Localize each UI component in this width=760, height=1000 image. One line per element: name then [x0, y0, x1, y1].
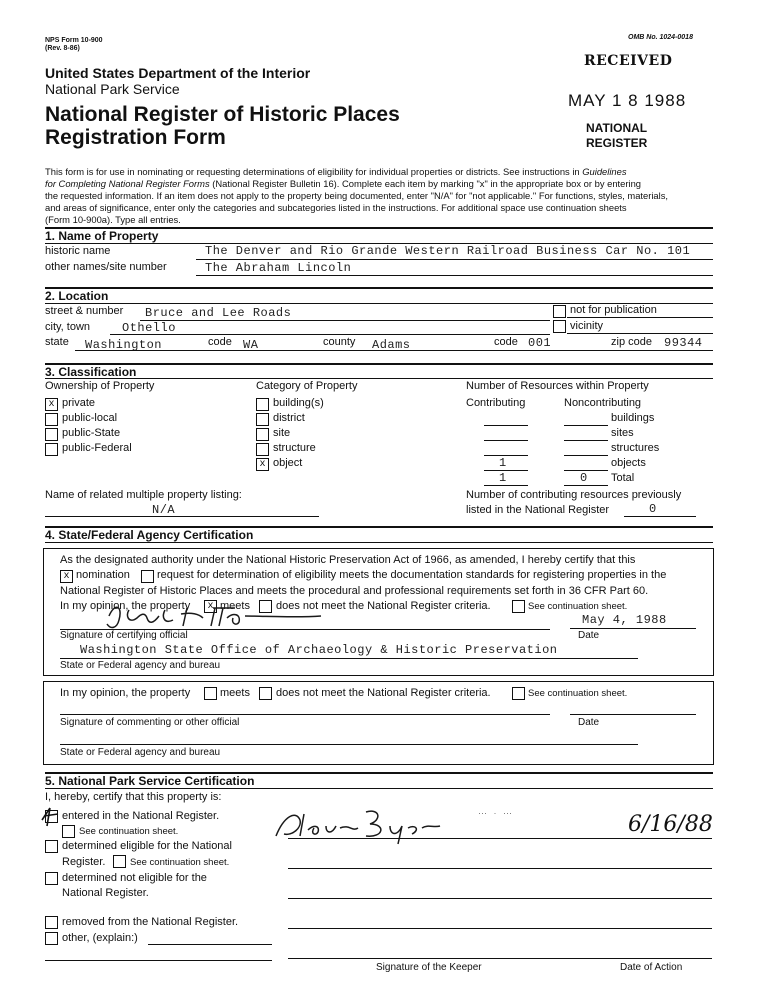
nomination-checkbox[interactable]: x: [60, 570, 73, 583]
removed-label: removed from the National Register.: [62, 916, 239, 928]
keeper-line-4: [288, 928, 712, 929]
form-revision: (Rev. 8-86): [45, 45, 80, 52]
public-state-label: public-State: [62, 427, 121, 439]
nps-intro: I, hereby, certify that this property is:: [45, 791, 222, 803]
other-names-value[interactable]: The Abraham Lincoln: [205, 261, 352, 275]
received-stamp: RECEIVED: [584, 53, 673, 69]
eligible-see-cont-checkbox[interactable]: [113, 855, 126, 868]
street-value[interactable]: Bruce and Lee Roads: [145, 306, 292, 320]
state-code-value[interactable]: WA: [243, 338, 259, 352]
objects-resource-label: objects: [611, 457, 646, 469]
certification-date-label: Date: [578, 630, 600, 641]
section3-rule: [45, 363, 713, 365]
multiple-listing-line: [45, 516, 319, 517]
object-label: object: [273, 457, 303, 469]
keeper-line-3: [288, 898, 712, 899]
section4-heading: 4. State/Federal Agency Certification: [45, 528, 254, 542]
commenting-official-label: Signature of commenting or other official: [60, 717, 240, 728]
noncontrib-sites-line: [564, 440, 608, 441]
street-label: street & number: [45, 305, 124, 317]
department-title: United States Department of the Interior: [45, 65, 311, 81]
vicinity-line: [567, 333, 713, 334]
noncontrib-buildings-line: [564, 425, 608, 426]
cert-line3: National Register of Historic Places and meets the procedural and professional requirements set forth in 36 CFR Part 60.: [60, 585, 649, 597]
certification-date-value[interactable]: May 4, 1988: [582, 613, 667, 627]
entered-see-cont-label: See continuation sheet.: [79, 826, 179, 837]
structure-checkbox[interactable]: [256, 443, 269, 456]
previously-listed-label2: listed in the National Register: [466, 504, 610, 516]
entered-label: entered in the National Register.: [62, 810, 220, 822]
district-label: district: [273, 412, 305, 424]
state-agency-value[interactable]: Washington State Office of Archaeology & Historic Preservation: [80, 643, 558, 657]
opinion2-label: In my opinion, the property: [60, 687, 191, 699]
faint-stamp: ⋯ · ⋯: [478, 808, 514, 818]
historic-name-label: historic name: [45, 245, 111, 257]
opinion-label: In my opinion, the property: [60, 600, 191, 612]
section4-underline: [45, 542, 713, 543]
vicinity-label: vicinity: [570, 320, 604, 332]
county-code-label: code: [494, 336, 518, 348]
buildings-checkbox[interactable]: [256, 398, 269, 411]
instructions: [45, 166, 717, 226]
instructions-text-4: and areas of significance, enter only the categories and subcategories listed in the instructions. For additional space use continuation sheets: [45, 202, 627, 213]
contrib-objects-value[interactable]: 1: [499, 456, 507, 470]
previously-listed-value[interactable]: 0: [649, 502, 657, 516]
meets-label: meets: [220, 600, 250, 612]
entered-check-mark: [38, 802, 64, 828]
site-checkbox[interactable]: [256, 428, 269, 441]
service-title: National Park Service: [45, 81, 180, 97]
structures-resource-label: structures: [611, 442, 660, 454]
certifying-official-label: Signature of certifying official: [60, 630, 188, 641]
section5-underline: [45, 788, 713, 789]
section3-heading: 3. Classification: [45, 365, 137, 379]
historic-name-value[interactable]: The Denver and Rio Grande Western Railroad Business Car No. 101: [205, 244, 691, 258]
public-local-label: public-local: [62, 412, 118, 424]
district-checkbox[interactable]: [256, 413, 269, 426]
noncontrib-total-line: [564, 485, 608, 486]
see-continuation2-checkbox[interactable]: [512, 687, 525, 700]
commenting-date-line: [570, 714, 696, 715]
cert-line1: As the designated authority under the National Historic Preservation Act of 1966, as amended, I hereby certify that this: [60, 554, 636, 566]
nomination-label: nomination: [76, 569, 130, 581]
state-agency-line: [60, 658, 638, 659]
multiple-listing-value[interactable]: N/A: [152, 503, 176, 517]
not-eligible-checkbox[interactable]: [45, 872, 58, 885]
handwritten-date: 6/16/88: [628, 812, 713, 837]
determined-eligible-checkbox[interactable]: [45, 840, 58, 853]
state-line: [75, 350, 713, 351]
private-label: private: [62, 397, 96, 409]
determination-checkbox[interactable]: [141, 570, 154, 583]
other-names-label: other names/site number: [45, 261, 167, 273]
determined-eligible-label1: determined eligible for the National: [62, 840, 232, 852]
state-label: state: [45, 336, 69, 348]
instructions-text-3: the requested information. If an item does not apply to the property being documented, enter "N/A" for "not applicable." For functions, styles, materials,: [45, 190, 669, 201]
other-checkbox[interactable]: [45, 932, 58, 945]
multiple-listing-label: Name of related multiple property listing:: [45, 489, 242, 501]
other-names-line: [196, 275, 713, 276]
not-for-publication-line: [567, 317, 713, 318]
keeper-signature-label: Signature of the Keeper: [376, 962, 482, 973]
zip-label: zip code: [611, 336, 652, 348]
zip-value[interactable]: 99344: [664, 336, 703, 350]
instructions-text-5: (Form 10-900a). Type all entries.: [45, 214, 181, 225]
stamp-register: REGISTER: [586, 136, 648, 150]
state-code-label: code: [208, 336, 232, 348]
county-code-value[interactable]: 001: [528, 336, 552, 350]
section1-heading: 1. Name of Property: [45, 229, 159, 243]
eligible-see-cont-label: See continuation sheet.: [130, 857, 230, 868]
contrib-buildings-line: [484, 425, 528, 426]
vicinity-checkbox[interactable]: [553, 320, 566, 333]
section5-heading: 5. National Park Service Certification: [45, 774, 255, 788]
other-explain-line: [148, 944, 272, 945]
instructions-text-2: (National Register Bulletin 16). Complete each item by marking "x" in the appropriate box or by entering: [209, 178, 642, 189]
public-state-checkbox[interactable]: [45, 428, 58, 441]
city-line: [110, 334, 550, 335]
contrib-total-line: [484, 485, 528, 486]
contrib-sites-line: [484, 440, 528, 441]
omb-number: OMB No. 1024-0018: [628, 34, 693, 41]
section2-heading: 2. Location: [45, 289, 109, 303]
contributing-label: Contributing: [466, 397, 526, 409]
determined-eligible-label2: Register.: [62, 856, 106, 868]
keeper-line-5: [288, 958, 712, 959]
meets2-label: meets: [220, 687, 250, 699]
instructions-text-1a: This form is for use in nominating or requesting determinations of eligibility for individual properties or districts. See instructions in: [45, 166, 583, 177]
noncontrib-structures-line: [564, 455, 608, 456]
cert-line2: request for determination of eligibility meets the documentation standards for registering properties in the: [157, 569, 667, 581]
historic-name-line: [196, 259, 713, 260]
received-date: MAY 1 8 1988: [568, 91, 687, 110]
resources-label: Number of Resources within Property: [466, 380, 649, 392]
city-value[interactable]: Othello: [122, 321, 176, 335]
commenting-signature-line: [60, 714, 550, 715]
not-for-publication-label: not for publication: [570, 304, 657, 316]
commenting-date-label: Date: [578, 717, 600, 728]
date-of-action-label: Date of Action: [620, 962, 683, 973]
object-checkbox[interactable]: x: [256, 458, 269, 471]
form-title-line1: National Register of Historic Places: [45, 103, 400, 126]
section2-rule: [45, 287, 713, 289]
city-label: city, town: [45, 321, 91, 333]
form-title-line2: Registration Form: [45, 126, 226, 149]
see-continuation-label: See continuation sheet.: [528, 601, 628, 612]
commenting-agency-line: [60, 744, 638, 745]
noncontributing-label: Noncontributing: [564, 397, 642, 409]
structure-label: structure: [273, 442, 316, 454]
category-label: Category of Property: [256, 380, 358, 392]
form-number: NPS Form 10-900: [45, 37, 103, 44]
certification-date-line: [570, 628, 696, 629]
not-for-publication-checkbox[interactable]: [553, 305, 566, 318]
other-label: other, (explain:): [62, 932, 138, 944]
not-eligible-label1: determined not eligible for the: [62, 872, 207, 884]
sites-resource-label: sites: [611, 427, 634, 439]
site-label: site: [273, 427, 291, 439]
entered-see-cont-checkbox[interactable]: [62, 825, 75, 838]
see-continuation2-label: See continuation sheet.: [528, 688, 628, 699]
stamp-national: NATIONAL: [586, 121, 648, 135]
instructions-guidelines-title: for Completing National Register Forms: [45, 178, 210, 189]
buildings-resource-label: buildings: [611, 412, 655, 424]
commenting-agency-label: State or Federal agency and bureau: [60, 747, 221, 758]
meets2-checkbox[interactable]: [204, 687, 217, 700]
previously-listed-label1: Number of contributing resources previously: [466, 489, 682, 501]
removed-checkbox[interactable]: [45, 916, 58, 929]
meets-checkbox[interactable]: x: [204, 600, 217, 613]
public-federal-label: public-Federal: [62, 442, 132, 454]
state-agency-label: State or Federal agency and bureau: [60, 660, 221, 671]
total-resource-label: Total: [611, 472, 635, 484]
other-explain-line2: [45, 960, 272, 961]
previously-listed-line: [624, 516, 696, 517]
keeper-line-1: [288, 838, 712, 839]
ownership-label: Ownership of Property: [45, 380, 155, 392]
noncontrib-total-value[interactable]: 0: [580, 471, 588, 485]
county-value[interactable]: Adams: [372, 338, 411, 352]
public-federal-checkbox[interactable]: [45, 443, 58, 456]
instructions-guidelines: Guidelines: [582, 166, 627, 177]
keeper-signature: [270, 806, 450, 846]
contrib-total-value[interactable]: 1: [499, 471, 507, 485]
buildings-label: building(s): [273, 397, 324, 409]
does-not-meet-label: does not meet the National Register criteria.: [276, 600, 491, 612]
not-eligible-label2: National Register.: [62, 887, 149, 899]
see-continuation-checkbox[interactable]: [512, 600, 525, 613]
does-not-meet2-label: does not meet the National Register criteria.: [276, 687, 491, 699]
section3-underline: [45, 378, 713, 379]
does-not-meet2-checkbox[interactable]: [259, 687, 272, 700]
private-checkbox[interactable]: x: [45, 398, 58, 411]
county-label: county: [323, 336, 356, 348]
street-line: [140, 320, 550, 321]
state-value[interactable]: Washington: [85, 338, 163, 352]
public-local-checkbox[interactable]: [45, 413, 58, 426]
keeper-line-2: [288, 868, 712, 869]
